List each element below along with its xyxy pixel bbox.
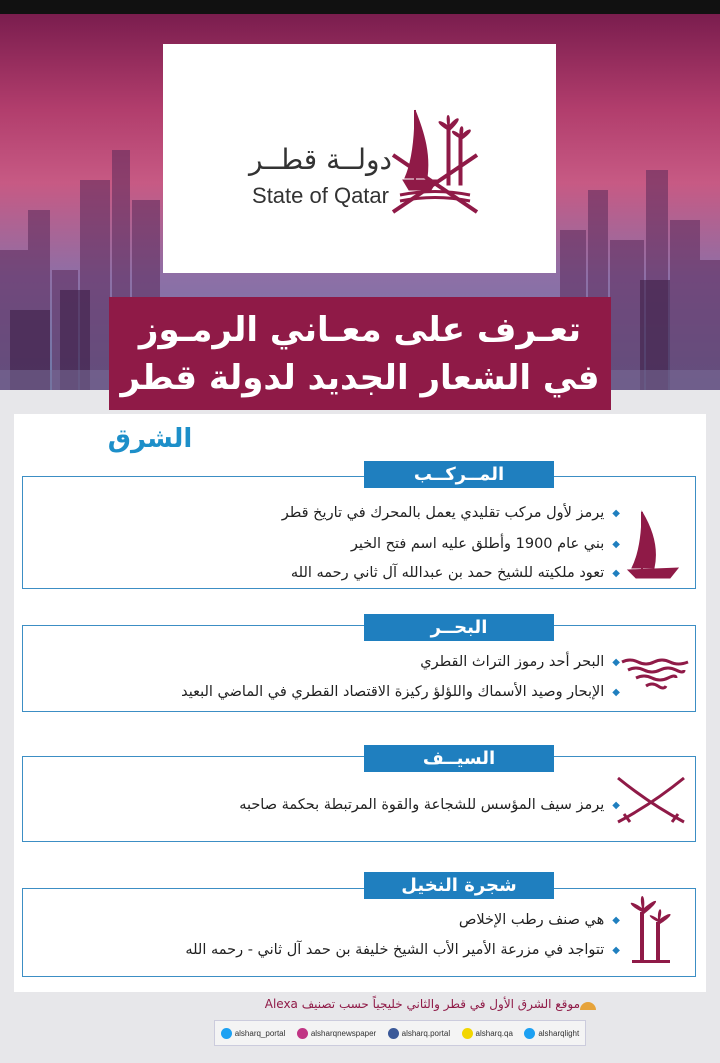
social-link-snapchat[interactable] [462, 1028, 513, 1039]
crossed-swords-icon [614, 774, 688, 826]
bullet-icon: ◆ [612, 656, 620, 668]
headline-box [109, 297, 611, 410]
section-boat-item-text: تعود ملكيته للشيخ حمد بن عبدالله آل ثاني رحمه الله [290, 565, 605, 581]
section-sea-item-text: الإبحار وصيد الأسماك واللؤلؤ ركيزة الاقتصاد القطري في الماضي البعيد [181, 684, 605, 700]
section-sea-item [181, 684, 620, 700]
snapchat-icon [462, 1028, 473, 1039]
section-palm-item [185, 942, 620, 958]
section-boat-label: المــركــب [364, 461, 554, 488]
social-link-facebook[interactable] [388, 1028, 450, 1039]
social-links-bar [214, 1020, 586, 1046]
bullet-icon: ◆ [612, 914, 620, 926]
headline-line-1: تعـرف على معـاني الرمـوز [138, 309, 582, 350]
section-palm-item-text: تتواجد في مزرعة الأمير الأب الشيخ خليفة بن حمد آل ثاني - رحمه الله [185, 942, 605, 958]
sun-burst-icon [578, 994, 598, 1010]
section-palm-label: شجرة النخيل [364, 872, 554, 899]
logo-card [163, 44, 556, 273]
section-boat-item [291, 565, 620, 581]
section-sea-item [420, 654, 620, 670]
section-boat-item [282, 505, 620, 521]
section-boat-item [351, 536, 620, 552]
dhow-boat-icon [624, 508, 682, 582]
section-sword-item-text: يرمز سيف المؤسس للشجاعة والقوة المرتبطة بحكمة صاحبه [239, 797, 605, 813]
qatar-emblem-icon [385, 100, 485, 220]
palm-trees-icon [622, 892, 680, 964]
section-boat-item-text: يرمز لأول مركب تقليدي يعمل بالمحرك في تاريخ قطر [281, 505, 605, 521]
bullet-icon: ◆ [612, 686, 620, 698]
section-palm-item-text: هي صنف رطب الإخلاص [458, 912, 605, 928]
section-sea-label: البحــر [364, 614, 554, 641]
social-link-label: alsharq.qa [475, 1028, 513, 1038]
bullet-icon: ◆ [612, 944, 620, 956]
section-sea-item-text: البحر أحد رموز التراث القطري [420, 654, 605, 670]
bullet-icon: ◆ [612, 538, 620, 550]
social-link-label: alsharqlight [538, 1028, 580, 1038]
logo-english-name: State of Qatar [252, 183, 389, 208]
bullet-icon: ◆ [612, 567, 620, 579]
social-link-label: alsharq_portal [234, 1028, 286, 1038]
section-boat-item-text: بني عام 1900 وأطلق عليه اسم فتح الخير [350, 536, 605, 552]
alsharq-brand-logo: الشرق [107, 424, 193, 454]
social-link-twitter-light[interactable] [524, 1028, 579, 1039]
section-sword-label: السيــف [364, 745, 554, 772]
instagram-icon [297, 1028, 308, 1039]
top-status-bar [0, 0, 720, 14]
section-sword-item [239, 797, 620, 813]
section-palm [22, 888, 696, 977]
bullet-icon: ◆ [612, 507, 620, 519]
social-link-instagram[interactable] [297, 1028, 376, 1039]
bullet-icon: ◆ [612, 799, 620, 811]
social-link-label: alsharqnewspaper [310, 1028, 377, 1038]
twitter-icon [221, 1028, 232, 1039]
facebook-icon [388, 1028, 399, 1039]
social-link-label: alsharq.portal [401, 1028, 451, 1038]
footer-slogan: موقع الشرق الأول في قطر والثاني خليجياً حسب تصنيف Alexa [264, 997, 580, 1011]
section-palm-item [459, 912, 620, 928]
twitter-icon [524, 1028, 535, 1039]
social-link-twitter[interactable] [221, 1028, 286, 1039]
logo-arabic-name: دولــة قطــر [248, 143, 393, 176]
sea-waves-icon [620, 656, 690, 692]
headline-line-2: في الشعار الجديد لدولة قطر [120, 357, 600, 398]
